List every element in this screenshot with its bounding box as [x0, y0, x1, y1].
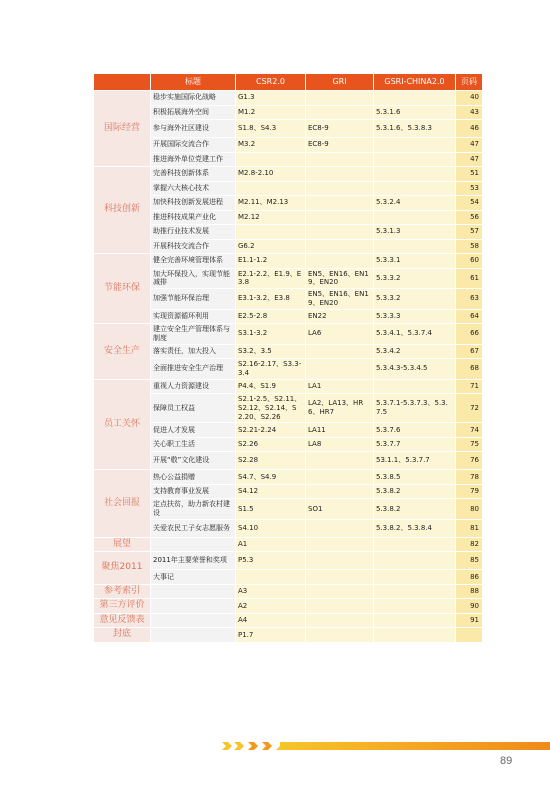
gsri-code: 5.3.4.2 — [374, 344, 456, 359]
csr-code: S4.7、S4.9 — [236, 470, 306, 485]
chevron-icon — [248, 742, 258, 750]
gsri-code: 5.3.7.7 — [374, 437, 456, 452]
footer-decoration — [222, 742, 550, 750]
gsri-code — [374, 599, 456, 614]
gri-index-table — [93, 73, 483, 643]
table-row — [94, 91, 483, 106]
table-row — [94, 379, 483, 394]
gri-code — [306, 167, 374, 182]
footer-bar — [276, 742, 550, 750]
table-row — [94, 324, 483, 345]
page-cell: 78 — [456, 470, 483, 485]
table-row — [94, 254, 483, 269]
page-cell: 57 — [456, 225, 483, 240]
page-cell: 82 — [456, 537, 483, 552]
gri-code — [306, 344, 374, 359]
table-row — [94, 105, 483, 120]
csr-code: A4 — [236, 613, 306, 628]
gsri-code: 5.3.8.2 — [374, 499, 456, 520]
row-title: 加快科技创新发展进程 — [151, 196, 236, 211]
table-row — [94, 344, 483, 359]
page-cell: 85 — [456, 552, 483, 570]
section-label: 意见反馈表 — [94, 613, 151, 628]
page-cell: 58 — [456, 239, 483, 254]
page-cell: 86 — [456, 570, 483, 585]
gsri-code: 5.3.3.1 — [374, 254, 456, 269]
section-label: 社会回报 — [94, 470, 151, 538]
page-cell: 90 — [456, 599, 483, 614]
gsri-code — [374, 91, 456, 106]
gsri-code — [374, 152, 456, 167]
page-cell: 88 — [456, 584, 483, 599]
table-row — [94, 225, 483, 240]
table-row — [94, 289, 483, 310]
csr-code: E1.1-1.2 — [236, 254, 306, 269]
gsri-code: 5.3.2.4 — [374, 196, 456, 211]
gri-code — [306, 537, 374, 552]
table-row — [94, 552, 483, 570]
table-row — [94, 309, 483, 324]
csr-code: G1.3 — [236, 91, 306, 106]
page-cell: 91 — [456, 613, 483, 628]
gsri-code — [374, 210, 456, 225]
row-title: 2011年主要荣誉和奖项 — [151, 552, 236, 570]
page-cell: 72 — [456, 394, 483, 423]
row-title: 完善科技创新体系 — [151, 167, 236, 182]
gri-code — [306, 181, 374, 196]
chevron-icon — [262, 742, 272, 750]
gsri-code: 5.3.8.2 — [374, 484, 456, 499]
row-title — [151, 613, 236, 628]
gsri-code — [374, 239, 456, 254]
section-label: 参考索引 — [94, 584, 151, 599]
gsri-code: 5.3.1.3 — [374, 225, 456, 240]
page-cell: 54 — [456, 196, 483, 211]
header-section — [94, 74, 151, 91]
row-title: 关心职工生活 — [151, 437, 236, 452]
csr-code — [236, 225, 306, 240]
row-title: 积极拓展海外空间 — [151, 105, 236, 120]
gsri-code: 5.3.7.6 — [374, 423, 456, 438]
table-row — [94, 613, 483, 628]
row-title: 加大环保投入，实现节能减排 — [151, 268, 236, 289]
gsri-code — [374, 613, 456, 628]
gsri-code: 5.3.4.1、5.3.7.4 — [374, 324, 456, 345]
table-row — [94, 499, 483, 520]
csr-code: S2.16-2.17、S3.3-3.4 — [236, 359, 306, 380]
gri-code: LA6 — [306, 324, 374, 345]
row-title: 建立安全生产管理体系与制度 — [151, 324, 236, 345]
page-cell: 43 — [456, 105, 483, 120]
gri-code: EC8-9 — [306, 138, 374, 153]
csr-code: S1.8、S4.3 — [236, 120, 306, 138]
gri-code — [306, 91, 374, 106]
table-row — [94, 268, 483, 289]
table-body — [94, 91, 483, 643]
gsri-code — [374, 570, 456, 585]
page-cell: 64 — [456, 309, 483, 324]
csr-code: M3.2 — [236, 138, 306, 153]
gri-code — [306, 570, 374, 585]
gsri-code — [374, 167, 456, 182]
row-title: 开展科技交流合作 — [151, 239, 236, 254]
csr-code: S3.1-3.2 — [236, 324, 306, 345]
section-label: 安全生产 — [94, 324, 151, 380]
header-gsri: GSRI-CHINA2.0 — [374, 74, 456, 91]
csr-code: M2.12 — [236, 210, 306, 225]
row-title: 掌握六大核心技术 — [151, 181, 236, 196]
csr-code: S3.2、3.5 — [236, 344, 306, 359]
csr-code: S2.21-2.24 — [236, 423, 306, 438]
table-row — [94, 437, 483, 452]
page-cell: 56 — [456, 210, 483, 225]
section-label: 国际经营 — [94, 91, 151, 167]
gri-code — [306, 552, 374, 570]
gri-code: EN5、EN16、EN19、EN20 — [306, 268, 374, 289]
row-title: 开展国际交流合作 — [151, 138, 236, 153]
table-row — [94, 452, 483, 470]
page-cell: 46 — [456, 120, 483, 138]
section-label: 第三方评价 — [94, 599, 151, 614]
table-row — [94, 359, 483, 380]
gsri-code — [374, 181, 456, 196]
row-title: 定点扶贫，助力新农村建设 — [151, 499, 236, 520]
gsri-code: 5.3.8.5 — [374, 470, 456, 485]
row-title — [151, 537, 236, 552]
row-title: 重视人力资源建设 — [151, 379, 236, 394]
row-title: 稳步实施国际化战略 — [151, 91, 236, 106]
row-title: 开展“敬”文化建设 — [151, 452, 236, 470]
page-number: 89 — [500, 755, 513, 767]
gri-code — [306, 239, 374, 254]
page-cell — [456, 628, 483, 643]
page-cell: 63 — [456, 289, 483, 310]
csr-code: G6.2 — [236, 239, 306, 254]
csr-code: M2.11、M2.13 — [236, 196, 306, 211]
csr-code: E2.1-2.2、E1.9、E3.8 — [236, 268, 306, 289]
table-row — [94, 519, 483, 537]
table-row — [94, 537, 483, 552]
gsri-code — [374, 138, 456, 153]
row-title: 热心公益捐赠 — [151, 470, 236, 485]
row-title: 推进海外单位党建工作 — [151, 152, 236, 167]
table-row — [94, 628, 483, 643]
page-cell: 80 — [456, 499, 483, 520]
gri-code — [306, 254, 374, 269]
page-cell: 71 — [456, 379, 483, 394]
gsri-code: 5.3.3.3 — [374, 309, 456, 324]
gsri-code: 5.3.8.2、5.3.8.4 — [374, 519, 456, 537]
row-title: 全面推进安全生产治理 — [151, 359, 236, 380]
index-table-wrapper — [93, 73, 482, 643]
row-title: 助推行业技术发展 — [151, 225, 236, 240]
csr-code: P1.7 — [236, 628, 306, 643]
gsri-code — [374, 537, 456, 552]
table-row — [94, 570, 483, 585]
csr-code: P5.3 — [236, 552, 306, 570]
row-title: 关爱农民工子女志愿服务 — [151, 519, 236, 537]
page-cell: 81 — [456, 519, 483, 537]
table-row — [94, 152, 483, 167]
gri-code: LA8 — [306, 437, 374, 452]
table-row — [94, 196, 483, 211]
page-cell: 40 — [456, 91, 483, 106]
gsri-code — [374, 584, 456, 599]
table-row — [94, 423, 483, 438]
gsri-code: 53.1.1、5.3.7.7 — [374, 452, 456, 470]
table-row — [94, 210, 483, 225]
page-cell: 68 — [456, 359, 483, 380]
gri-code — [306, 519, 374, 537]
gri-code — [306, 452, 374, 470]
section-label: 展望 — [94, 537, 151, 552]
page-cell: 75 — [456, 437, 483, 452]
section-label: 聚焦2011 — [94, 552, 151, 585]
table-row — [94, 470, 483, 485]
csr-code: A2 — [236, 599, 306, 614]
gri-code: SO1 — [306, 499, 374, 520]
gri-code: EN5、EN16、EN19、EN20 — [306, 289, 374, 310]
row-title: 支持教育事业发展 — [151, 484, 236, 499]
gsri-code: 5.3.7.1-5.3.7.3、5.3.7.5 — [374, 394, 456, 423]
table-header-row — [94, 74, 483, 91]
gri-code: LA11 — [306, 423, 374, 438]
gri-code: LA1 — [306, 379, 374, 394]
csr-code — [236, 570, 306, 585]
gri-code: LA2、LA13、HR6、HR7 — [306, 394, 374, 423]
gsri-code: 5.3.1.6、5.3.8.3 — [374, 120, 456, 138]
row-title: 加强节能环保治理 — [151, 289, 236, 310]
page-cell: 67 — [456, 344, 483, 359]
gri-code — [306, 484, 374, 499]
header-gri: GRI — [306, 74, 374, 91]
row-title: 参与海外社区建设 — [151, 120, 236, 138]
page-cell: 53 — [456, 181, 483, 196]
csr-code: M1.2 — [236, 105, 306, 120]
gri-code — [306, 613, 374, 628]
gri-code — [306, 152, 374, 167]
csr-code: S2.28 — [236, 452, 306, 470]
table-row — [94, 138, 483, 153]
page-cell: 79 — [456, 484, 483, 499]
csr-code: E2.5-2.8 — [236, 309, 306, 324]
table-row — [94, 239, 483, 254]
gri-code — [306, 210, 374, 225]
gsri-code — [374, 552, 456, 570]
row-title — [151, 628, 236, 643]
csr-code: E3.1-3.2、E3.8 — [236, 289, 306, 310]
section-label: 封底 — [94, 628, 151, 643]
gri-code — [306, 470, 374, 485]
header-csr: CSR2.0 — [236, 74, 306, 91]
gsri-code: 5.3.1.6 — [374, 105, 456, 120]
table-row — [94, 167, 483, 182]
table-row — [94, 599, 483, 614]
row-title: 落实责任，加大投入 — [151, 344, 236, 359]
section-label: 员工关怀 — [94, 379, 151, 470]
page-cell: 66 — [456, 324, 483, 345]
gri-code — [306, 196, 374, 211]
page-cell: 76 — [456, 452, 483, 470]
gri-code: EN22 — [306, 309, 374, 324]
row-title: 保障员工权益 — [151, 394, 236, 423]
row-title — [151, 599, 236, 614]
csr-code: S2.1-2.5、S2.11、S2.12、S2.14、S2.20、S2.26 — [236, 394, 306, 423]
gsri-code — [374, 628, 456, 643]
row-title — [151, 584, 236, 599]
csr-code: A1 — [236, 537, 306, 552]
row-title: 实现资源循环利用 — [151, 309, 236, 324]
csr-code — [236, 181, 306, 196]
csr-code: P4.4、S1.9 — [236, 379, 306, 394]
page-cell: 74 — [456, 423, 483, 438]
gsri-code: 5.3.4.3-5.3.4.5 — [374, 359, 456, 380]
csr-code: A3 — [236, 584, 306, 599]
gri-code — [306, 359, 374, 380]
table-row — [94, 584, 483, 599]
csr-code: S2.26 — [236, 437, 306, 452]
header-page: 页码 — [456, 74, 483, 91]
row-title: 大事记 — [151, 570, 236, 585]
chevron-icon — [222, 742, 232, 750]
page-cell: 47 — [456, 138, 483, 153]
table-row — [94, 120, 483, 138]
gri-code — [306, 599, 374, 614]
csr-code: S4.10 — [236, 519, 306, 537]
gsri-code: 5.3.3.2 — [374, 289, 456, 310]
section-label: 节能环保 — [94, 254, 151, 324]
page-cell: 47 — [456, 152, 483, 167]
page-cell: 60 — [456, 254, 483, 269]
row-title: 推进科技成果产业化 — [151, 210, 236, 225]
gsri-code: 5.3.3.2 — [374, 268, 456, 289]
csr-code: S1.5 — [236, 499, 306, 520]
section-label: 科技创新 — [94, 167, 151, 254]
gri-code: EC8-9 — [306, 120, 374, 138]
table-row — [94, 181, 483, 196]
row-title: 促进人才发展 — [151, 423, 236, 438]
gri-code — [306, 225, 374, 240]
csr-code: S4.12 — [236, 484, 306, 499]
page-cell: 51 — [456, 167, 483, 182]
gri-code — [306, 105, 374, 120]
gri-code — [306, 628, 374, 643]
header-title: 标题 — [151, 74, 236, 91]
gsri-code — [374, 379, 456, 394]
csr-code: M2.8-2.10 — [236, 167, 306, 182]
csr-code — [236, 152, 306, 167]
table-row — [94, 394, 483, 423]
row-title: 健全完善环境管理体系 — [151, 254, 236, 269]
gri-code — [306, 584, 374, 599]
chevron-icon — [234, 742, 244, 750]
page-cell: 61 — [456, 268, 483, 289]
table-row — [94, 484, 483, 499]
